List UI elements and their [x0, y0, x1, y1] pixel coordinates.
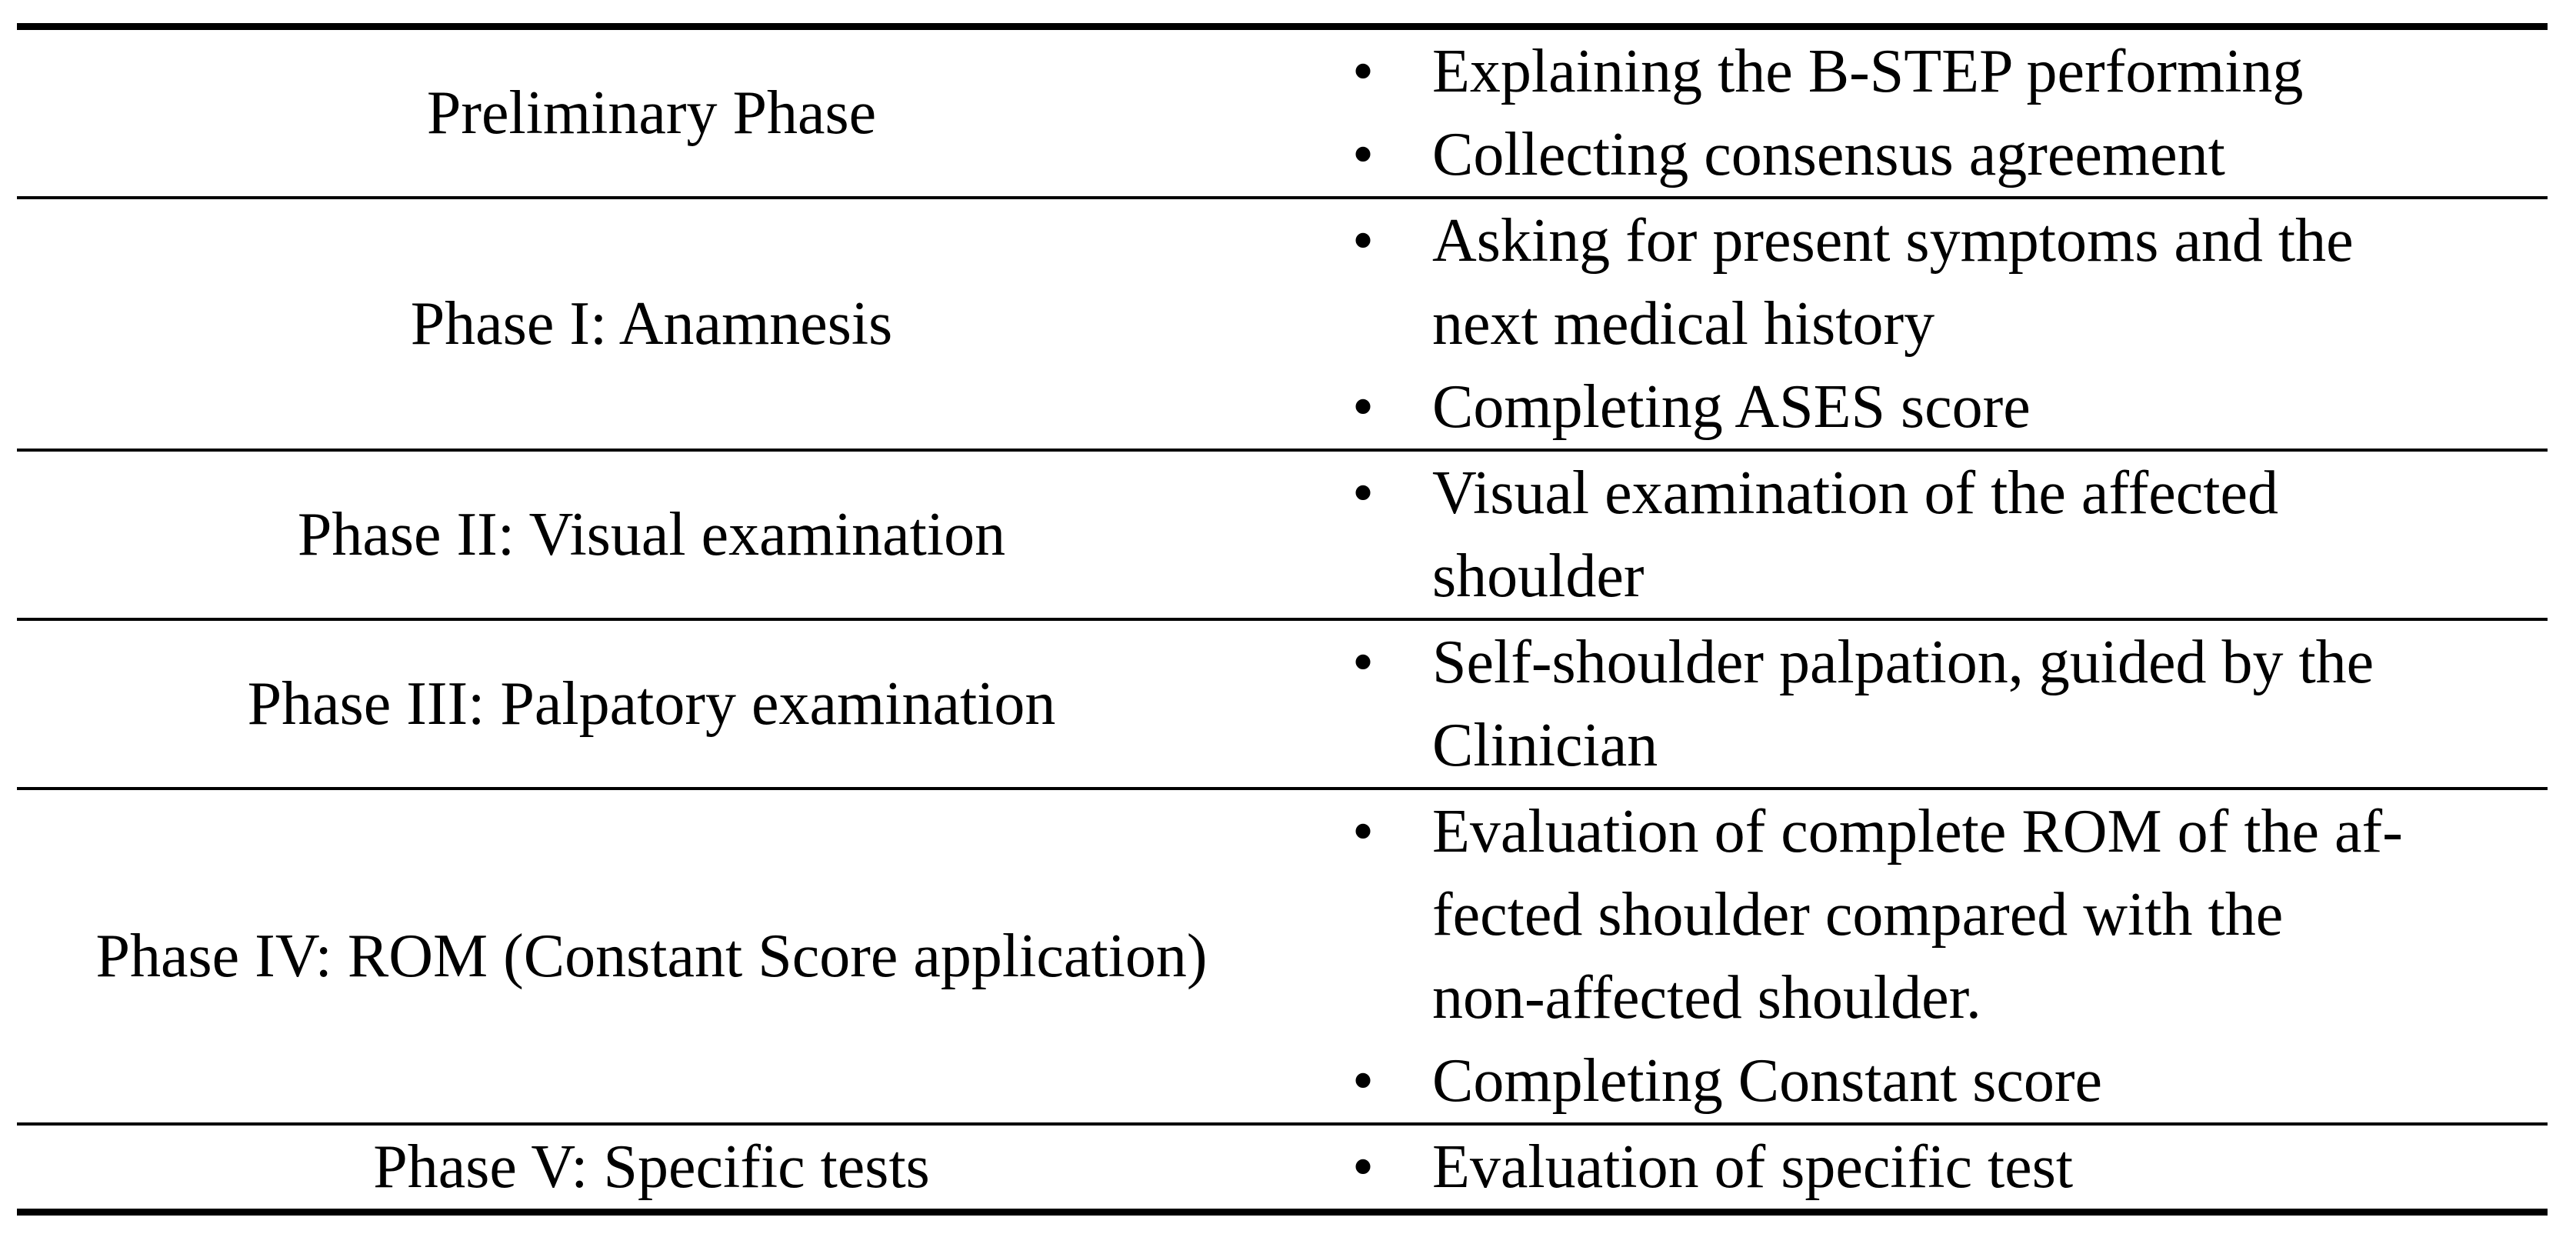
list-item-line: next medical history	[1432, 290, 1935, 358]
list-item-line: Explaining the B-STEP performing	[1432, 38, 2304, 105]
table-row	[17, 1124, 2548, 1212]
phase-items	[1294, 450, 2548, 619]
list-item-line: shoulder	[1432, 542, 1645, 610]
list-item	[1294, 30, 2540, 113]
list-item-line: Completing Constant score	[1432, 1047, 2103, 1115]
bullet-icon: •	[1351, 38, 1374, 105]
list-item-line: non-affected shoulder.	[1432, 964, 1981, 1032]
phase-label: Phase III: Palpatory examination	[247, 670, 1056, 738]
phase-label: Preliminary Phase	[426, 79, 877, 147]
list-item-line: Completing ASES score	[1432, 373, 2031, 441]
list-item	[1294, 621, 2540, 787]
phases-table-body	[17, 27, 2548, 1212]
bullet-icon: •	[1351, 459, 1374, 527]
list-item-line: Collecting consensus agreement	[1432, 121, 2225, 188]
phase-label: Phase I: Anamnesis	[410, 290, 893, 358]
list-item-line: Clinician	[1432, 712, 1658, 779]
phase-items	[1294, 198, 2548, 450]
table-row	[17, 27, 2548, 198]
list-item-text	[1432, 621, 2517, 787]
list-item-line: Evaluation of complete ROM of the af-	[1432, 798, 2403, 865]
table-row	[17, 450, 2548, 619]
list-item	[1294, 452, 2540, 618]
list-item-text	[1432, 199, 2517, 365]
list-item-line: Evaluation of specific test	[1432, 1133, 2074, 1201]
bullet-icon: •	[1351, 373, 1374, 441]
table-row	[17, 789, 2548, 1124]
bullet-icon: •	[1351, 1047, 1374, 1115]
phase-items	[1294, 27, 2548, 198]
phase-items	[1294, 619, 2548, 789]
bullet-icon: •	[1351, 1133, 1374, 1201]
bullet-icon: •	[1351, 207, 1374, 275]
list-item-text	[1432, 113, 2517, 196]
phase-label: Phase IV: ROM (Constant Score application)	[95, 922, 1208, 990]
list-item-line: Visual examination of the affected	[1432, 459, 2278, 527]
bullet-icon: •	[1351, 629, 1374, 696]
list-item	[1294, 1039, 2540, 1122]
table-row	[17, 198, 2548, 450]
list-item	[1294, 365, 2540, 449]
list-item	[1294, 113, 2540, 196]
bullet-icon: •	[1351, 121, 1374, 188]
list-item-text	[1432, 365, 2517, 449]
phase-label: Phase V: Specific tests	[373, 1133, 930, 1201]
phase-items	[1294, 789, 2548, 1124]
list-item-text	[1432, 452, 2517, 618]
list-item-line: Self-shoulder palpation, guided by the	[1432, 629, 2374, 696]
list-item	[1294, 790, 2540, 1039]
list-item-text	[1432, 790, 2517, 1039]
list-item-line: fected shoulder compared with the	[1432, 881, 2284, 949]
table-row	[17, 619, 2548, 789]
list-item-text	[1432, 30, 2517, 113]
list-item	[1294, 1126, 2540, 1209]
list-item-text	[1432, 1126, 2517, 1209]
list-item-line: Asking for present symptoms and the	[1432, 207, 2354, 275]
phase-label: Phase II: Visual examination	[297, 501, 1006, 569]
list-item-text	[1432, 1039, 2517, 1122]
phases-table	[17, 23, 2548, 1216]
phase-items	[1294, 1124, 2548, 1212]
bullet-icon: •	[1351, 798, 1374, 865]
list-item	[1294, 199, 2540, 365]
